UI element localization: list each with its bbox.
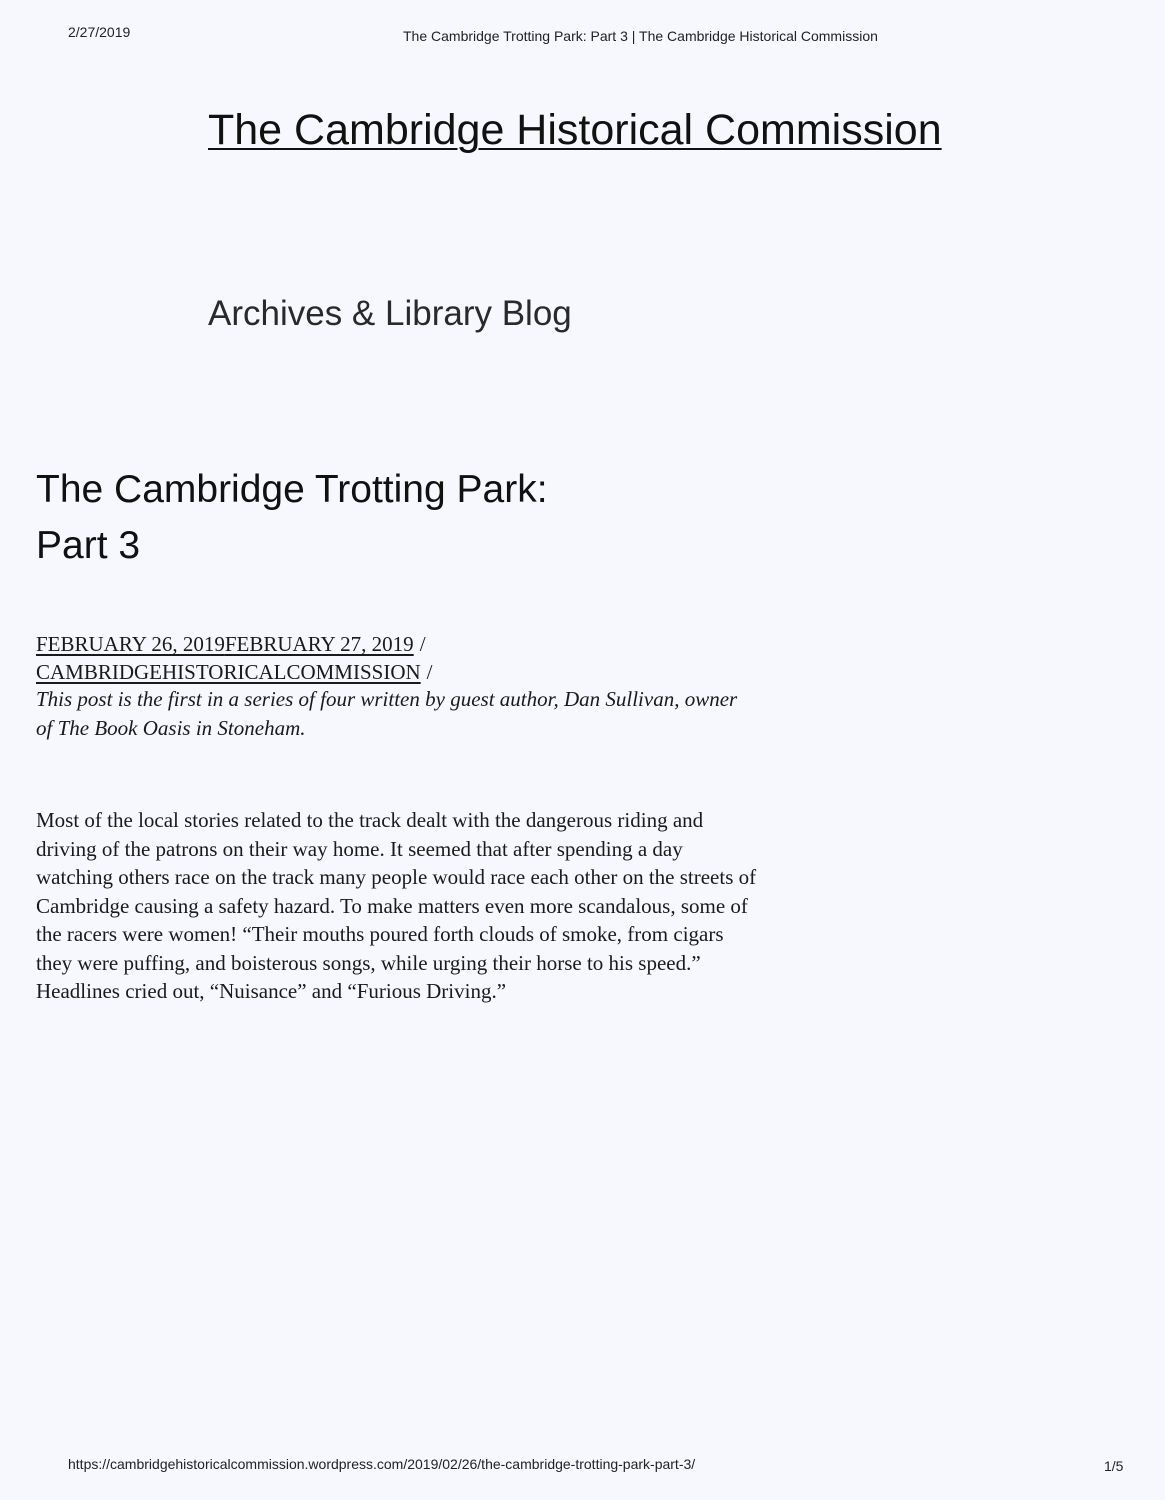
print-header <box>0 24 1165 48</box>
post-author-line <box>36 658 433 686</box>
post-title <box>36 462 796 574</box>
site-title-link[interactable]: The Cambridge Historical Commission <box>208 106 942 154</box>
published-date: FEBRUARY 26, 2019 <box>36 632 225 656</box>
print-page-title: The Cambridge Trotting Park: Part 3 | The Cambridge Historical Commission <box>403 28 878 44</box>
body-paragraph: Most of the local stories related to the track dealt with the dangerous riding and driving of the patrons on their way home. It seemed that after spending a day watching others race on the track many people would race each other on the streets of Cambridge causing a safety hazard. To make matters even more scandalous, some of the racers were women! “Their mouths poured forth clouds of smoke, from cigars they were puffing, and boisterous songs, while urging their horse to his speed.” Headlines cried out, “Nuisance” and “Furious Driving.” <box>36 808 757 1003</box>
site-subtitle: Archives & Library Blog <box>208 294 572 333</box>
print-date: 2/27/2019 <box>68 24 131 40</box>
post-title-line-1: The Cambridge Trotting Park: <box>36 468 548 511</box>
print-page-number: 1/5 <box>1104 1458 1124 1474</box>
meta-separator: / <box>419 632 426 656</box>
print-footer <box>0 1456 1165 1480</box>
post-meta <box>36 630 433 686</box>
post-date-link[interactable] <box>36 632 414 656</box>
meta-separator: / <box>426 660 433 684</box>
updated-date: FEBRUARY 27, 2019 <box>224 632 414 656</box>
print-url: https://cambridgehistoricalcommission.wordpress.com/2019/02/26/the-cambridge-trotting-park-part-3/ <box>68 1456 696 1472</box>
intro-note: This post is the first in a series of four written by guest author, Dan Sullivan, owner of The Book Oasis in Stoneham. <box>36 687 738 740</box>
post-dates-line <box>36 630 433 658</box>
author-link[interactable]: CAMBRIDGEHISTORICALCOMMISSION <box>36 660 421 684</box>
post-title-line-2: Part 3 <box>36 524 141 567</box>
